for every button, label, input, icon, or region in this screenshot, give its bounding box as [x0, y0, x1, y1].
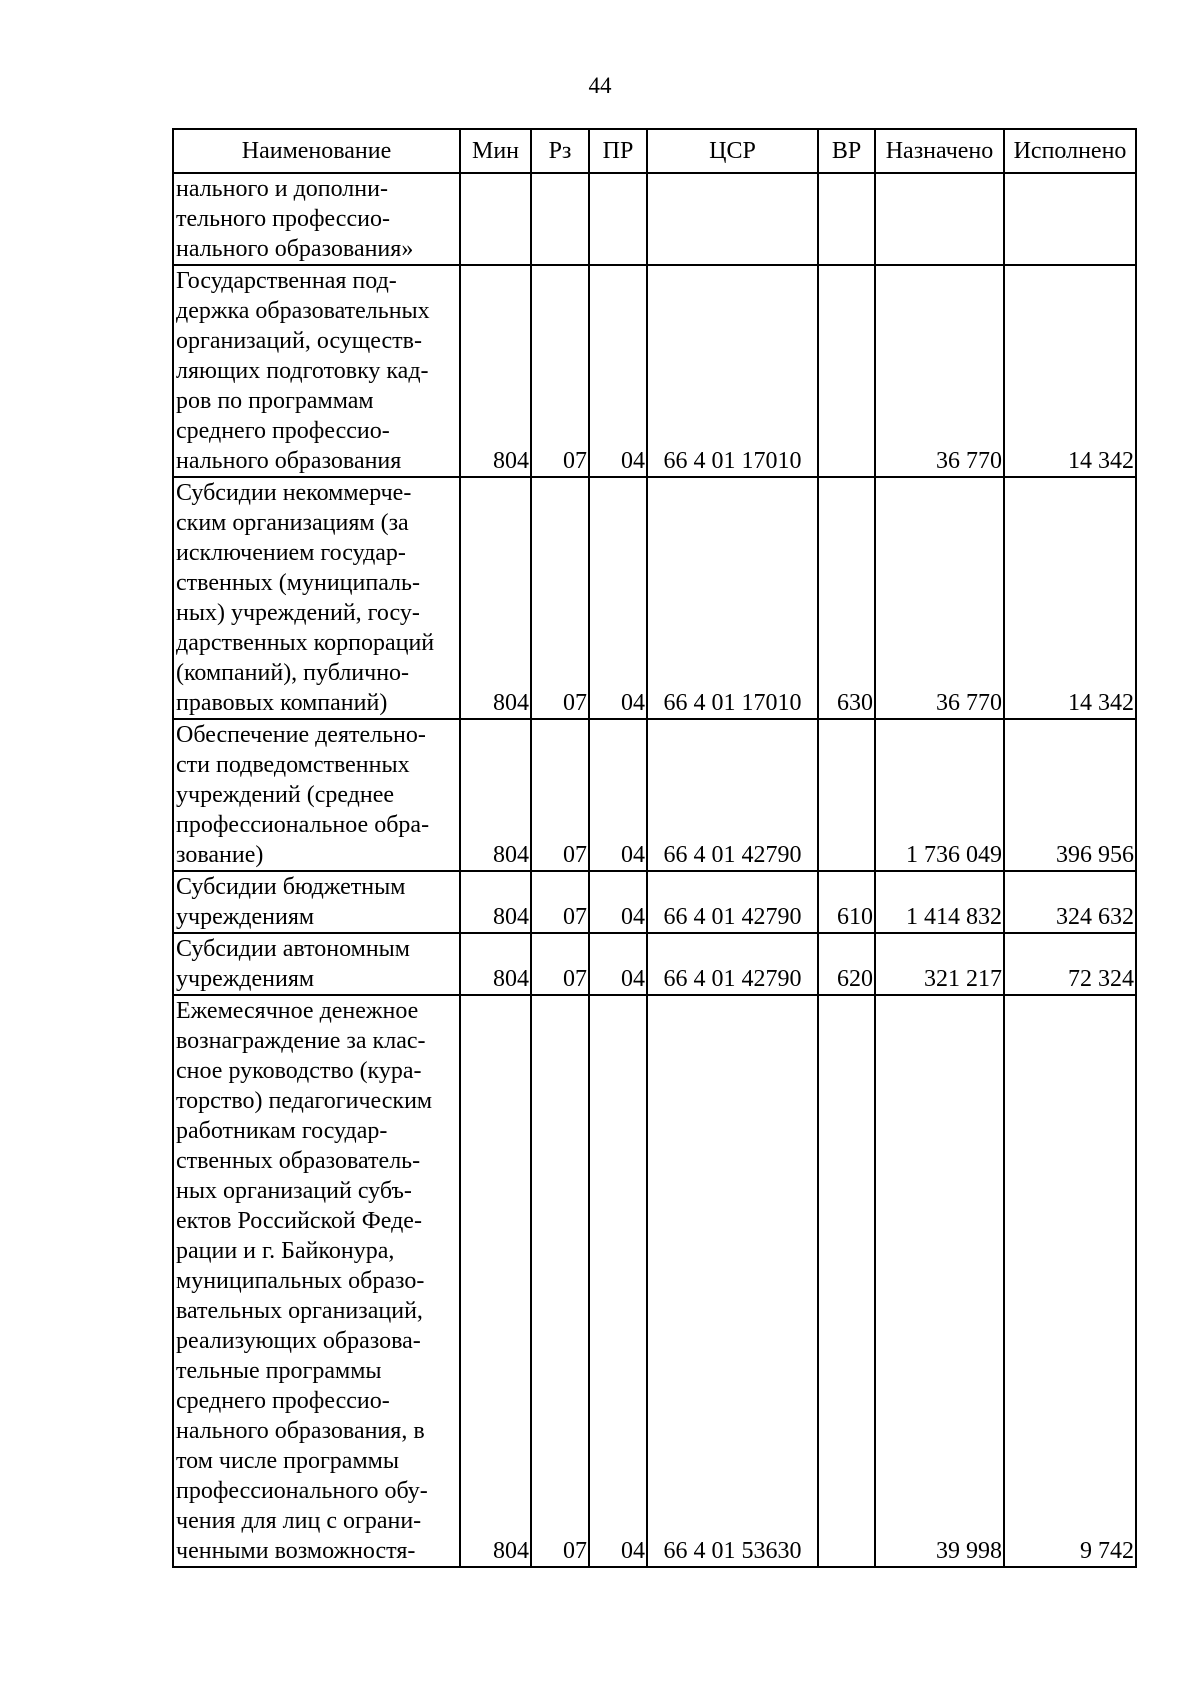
- cell-vr: [818, 995, 875, 1567]
- cell-assigned: 1 736 049: [875, 719, 1004, 871]
- name-line: работникам государ-: [176, 1118, 388, 1144]
- table-row: [173, 933, 1136, 995]
- cell-vr: 620: [818, 933, 875, 995]
- cell-csr: 66 4 01 17010: [647, 265, 818, 477]
- cell-pr: [589, 173, 647, 265]
- cell-name: [173, 995, 460, 1567]
- cell-executed: 72 324: [1004, 933, 1136, 995]
- cell-pr: 04: [589, 933, 647, 995]
- name-line: нального образования»: [176, 236, 414, 262]
- name-line: сти подведомственных: [176, 752, 410, 778]
- name-line: учреждениям: [176, 904, 315, 930]
- name-line: торство) педагогическим: [176, 1088, 433, 1114]
- name-line: вознаграждение за клас-: [176, 1028, 426, 1054]
- cell-executed: 14 342: [1004, 477, 1136, 719]
- cell-pr: 04: [589, 719, 647, 871]
- name-line: ров по программам: [176, 388, 374, 414]
- budget-execution-table: [172, 128, 1137, 1568]
- name-line: организаций, осуществ-: [176, 328, 422, 354]
- header-vr: ВР: [818, 129, 875, 173]
- name-line: среднего профессио-: [176, 1388, 390, 1414]
- name-line: учреждений (среднее: [176, 782, 395, 808]
- cell-name: [173, 173, 460, 265]
- cell-vr: 610: [818, 871, 875, 933]
- cell-csr: 66 4 01 53630: [647, 995, 818, 1567]
- cell-csr: 66 4 01 42790: [647, 871, 818, 933]
- header-executed: Исполнено: [1004, 129, 1136, 173]
- name-line: Обеспечение деятельно-: [176, 722, 426, 748]
- name-line: нального образования, в: [176, 1418, 425, 1444]
- name-line: исключением государ-: [176, 540, 406, 566]
- header-rz: Рз: [531, 129, 589, 173]
- cell-min: 804: [460, 995, 531, 1567]
- cell-vr: [818, 173, 875, 265]
- name-line: ектов Российской Феде-: [176, 1208, 422, 1234]
- table-row: [173, 871, 1136, 933]
- cell-rz: [531, 173, 589, 265]
- name-line: нального и дополни-: [176, 176, 388, 202]
- cell-name: [173, 265, 460, 477]
- name-line: чения для лиц с ограни-: [176, 1508, 422, 1534]
- cell-assigned: 36 770: [875, 265, 1004, 477]
- name-line: ных) учреждений, госу-: [176, 600, 420, 626]
- table-row: [173, 995, 1136, 1567]
- cell-csr: 66 4 01 42790: [647, 933, 818, 995]
- name-line: тельного профессио-: [176, 206, 390, 232]
- name-line: Субсидии бюджетным: [176, 874, 406, 900]
- cell-rz: 07: [531, 933, 589, 995]
- header-assigned: Назначено: [875, 129, 1004, 173]
- cell-name: [173, 871, 460, 933]
- cell-executed: 396 956: [1004, 719, 1136, 871]
- name-line: ским организациям (за: [176, 510, 409, 536]
- name-line: тельные программы: [176, 1358, 382, 1384]
- name-line: ченными возможностя-: [176, 1538, 416, 1564]
- name-line: ных организаций субъ-: [176, 1178, 412, 1204]
- cell-min: 804: [460, 719, 531, 871]
- name-line: рации и г. Байконура,: [176, 1238, 395, 1264]
- cell-executed: 9 742: [1004, 995, 1136, 1567]
- header-name: Наименование: [173, 129, 460, 173]
- table-body: [173, 173, 1136, 1567]
- cell-csr: 66 4 01 17010: [647, 477, 818, 719]
- cell-rz: 07: [531, 265, 589, 477]
- cell-min: 804: [460, 933, 531, 995]
- name-line: Субсидии некоммерче-: [176, 480, 412, 506]
- cell-executed: 324 632: [1004, 871, 1136, 933]
- name-line: профессиональное обра-: [176, 812, 430, 838]
- name-line: сное руководство (кура-: [176, 1058, 422, 1084]
- cell-rz: 07: [531, 871, 589, 933]
- header-pr: ПР: [589, 129, 647, 173]
- name-line: вательных организаций,: [176, 1298, 423, 1324]
- cell-pr: 04: [589, 477, 647, 719]
- name-line: (компаний), публично-: [176, 660, 410, 686]
- name-line: учреждениям: [176, 966, 315, 992]
- cell-min: 804: [460, 871, 531, 933]
- cell-rz: 07: [531, 995, 589, 1567]
- cell-csr: [647, 173, 818, 265]
- table-row: [173, 173, 1136, 265]
- cell-pr: 04: [589, 265, 647, 477]
- name-line: Субсидии автономным: [176, 936, 410, 962]
- name-line: ляющих подготовку кад-: [176, 358, 429, 384]
- table-header-row: [173, 129, 1136, 173]
- name-line: ственных (муниципаль-: [176, 570, 420, 596]
- cell-rz: 07: [531, 477, 589, 719]
- header-csr: ЦСР: [647, 129, 818, 173]
- cell-name: [173, 719, 460, 871]
- name-line: держка образовательных: [176, 298, 430, 324]
- cell-assigned: 1 414 832: [875, 871, 1004, 933]
- name-line: реализующих образова-: [176, 1328, 421, 1354]
- cell-pr: 04: [589, 871, 647, 933]
- name-line: профессионального обу-: [176, 1478, 428, 1504]
- name-line: зование): [176, 842, 264, 868]
- cell-pr: 04: [589, 995, 647, 1567]
- name-line: дарственных корпораций: [176, 630, 435, 656]
- name-line: правовых компаний): [176, 690, 388, 716]
- cell-name: [173, 477, 460, 719]
- cell-executed: [1004, 173, 1136, 265]
- cell-csr: 66 4 01 42790: [647, 719, 818, 871]
- name-line: Ежемесячное денежное: [176, 998, 419, 1024]
- cell-vr: 630: [818, 477, 875, 719]
- name-line: том числе программы: [176, 1448, 399, 1474]
- cell-assigned: [875, 173, 1004, 265]
- cell-min: 804: [460, 477, 531, 719]
- name-line: ственных образователь-: [176, 1148, 421, 1174]
- table-row: [173, 477, 1136, 719]
- header-min: Мин: [460, 129, 531, 173]
- page-number: 44: [588, 73, 612, 98]
- cell-assigned: 321 217: [875, 933, 1004, 995]
- cell-name: [173, 933, 460, 995]
- name-line: Государственная под-: [176, 268, 397, 294]
- table-row: [173, 265, 1136, 477]
- table-row: [173, 719, 1136, 871]
- name-line: муниципальных образо-: [176, 1268, 425, 1294]
- cell-assigned: 39 998: [875, 995, 1004, 1567]
- cell-vr: [818, 265, 875, 477]
- cell-vr: [818, 719, 875, 871]
- name-line: среднего профессио-: [176, 418, 390, 444]
- cell-rz: 07: [531, 719, 589, 871]
- cell-min: [460, 173, 531, 265]
- cell-executed: 14 342: [1004, 265, 1136, 477]
- cell-min: 804: [460, 265, 531, 477]
- name-line: нального образования: [176, 448, 402, 474]
- cell-assigned: 36 770: [875, 477, 1004, 719]
